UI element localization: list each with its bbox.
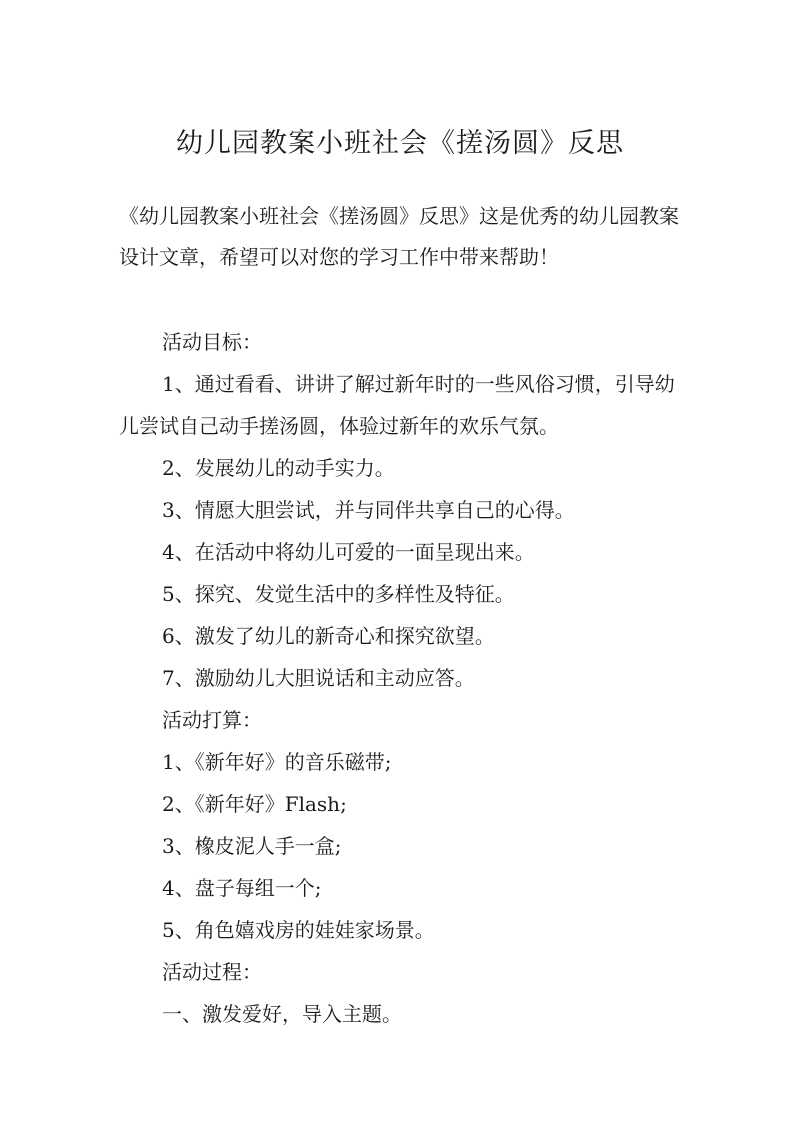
- goal-item-2: 2、发展幼儿的动手实力。: [162, 456, 395, 480]
- goal-item-5: 5、探究、发觉生活中的多样性及特征。: [162, 582, 515, 606]
- document-body: [119, 321, 689, 1035]
- prep-item-1: 1、《新年好》的音乐磁带;: [162, 750, 392, 774]
- section-heading-process: 活动过程：: [162, 960, 262, 984]
- prep-item-2: 2、《新年好》Flash;: [162, 792, 347, 816]
- document-title: 幼儿园教案小班社会《搓汤圆》反思: [176, 128, 624, 159]
- prep-item-3: 3、橡皮泥人手一盒;: [162, 834, 342, 858]
- goal-item-6: 6、激发了幼儿的新奇心和探究欲望。: [162, 624, 495, 648]
- goal-item-4: 4、在活动中将幼儿可爱的一面呈现出来。: [162, 540, 535, 564]
- prep-item-5: 5、角色嬉戏房的娃娃家场景。: [162, 918, 435, 942]
- goal-item-3: 3、情愿大胆尝试，并与同伴共享自己的心得。: [162, 498, 575, 522]
- intro-paragraph: 《幼儿园教案小班社会《搓汤圆》反思》这是优秀的幼儿园教案设计文章，希望可以对您的学习工作中带来帮助！: [119, 204, 679, 269]
- section-heading-preparation: 活动打算：: [162, 708, 262, 732]
- process-item-1: 一、激发爱好，导入主题。: [162, 1002, 402, 1026]
- section-heading-goals: 活动目标：: [162, 330, 262, 354]
- goal-item-1: 1、通过看看、讲讲了解过新年时的一些风俗习惯，引导幼儿尝试自己动手搓汤圆，体验过新年的欢乐气氛。: [119, 372, 675, 438]
- goal-item-7: 7、激励幼儿大胆说话和主动应答。: [162, 666, 475, 690]
- prep-item-4: 4、盘子每组一个;: [162, 876, 322, 900]
